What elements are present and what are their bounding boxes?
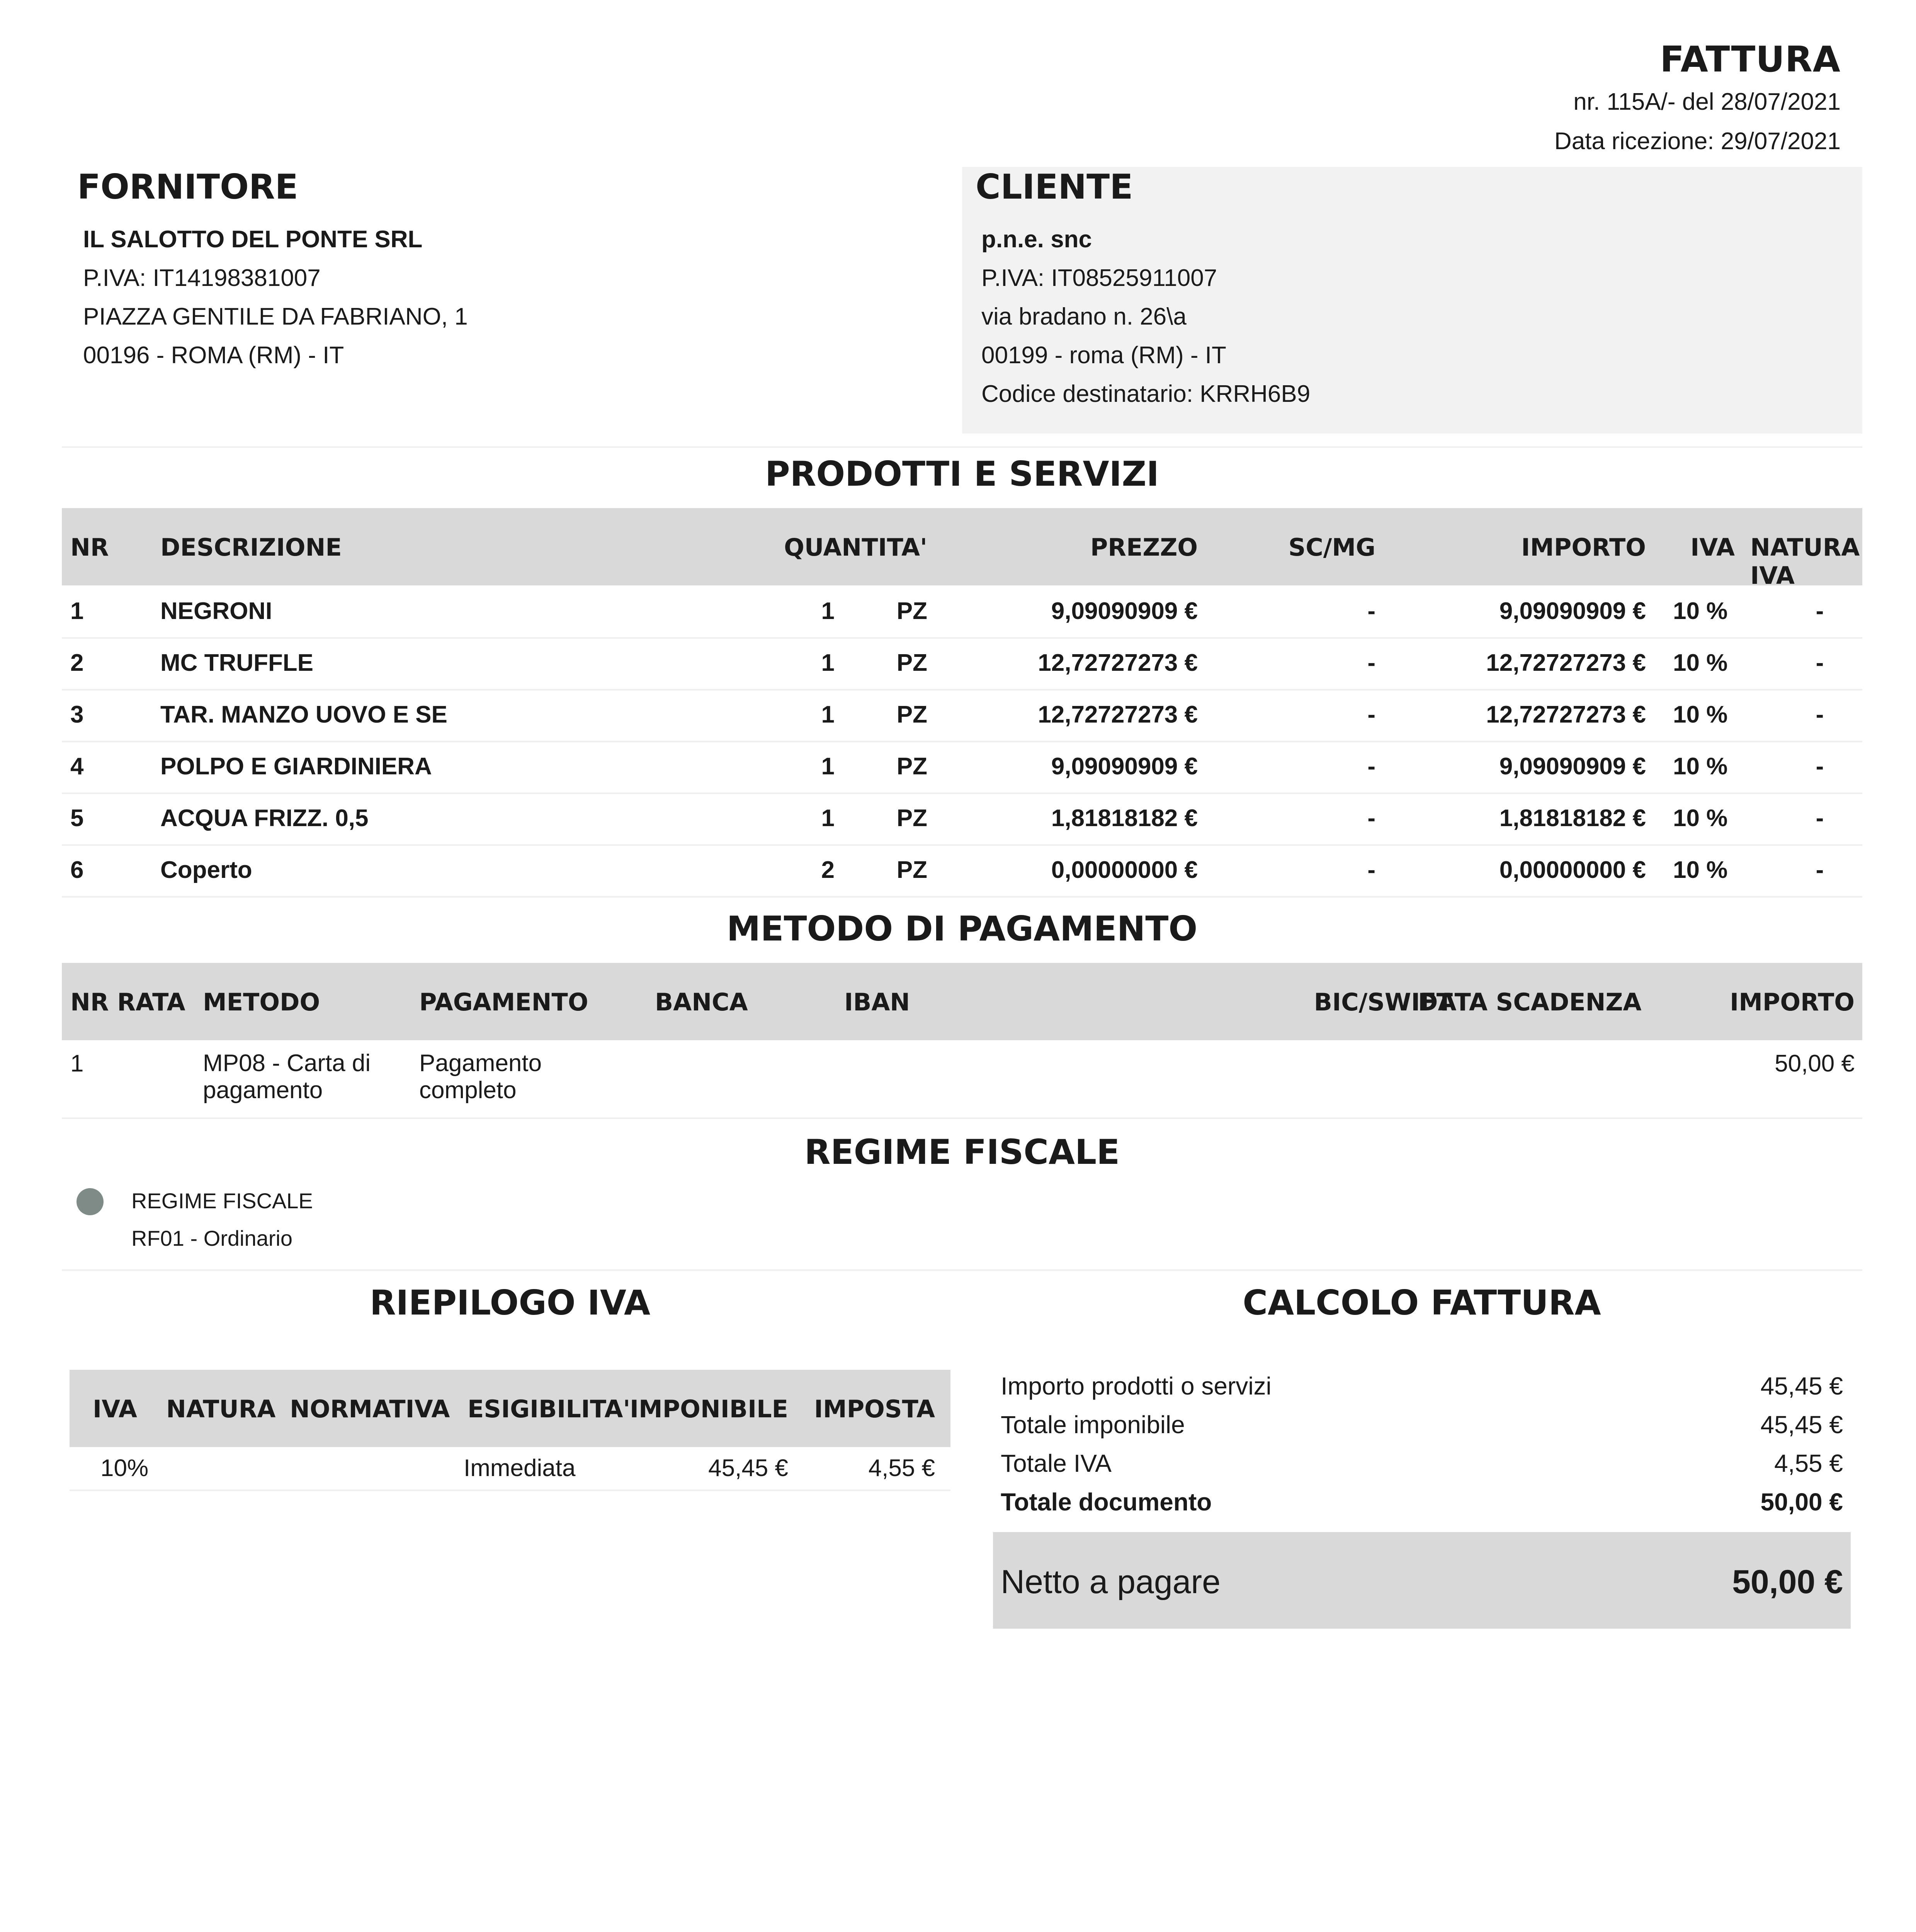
row-descrizione: MC TRUFFLE (160, 650, 314, 676)
rata-nr: 1 (70, 1050, 84, 1077)
row-unit: PZ (896, 598, 927, 624)
calc-label: Importo prodotti o servizi (1001, 1372, 1272, 1400)
row-iva: 10 % (1673, 857, 1728, 883)
table-row (62, 741, 1862, 794)
col-iva: IVA (1690, 533, 1735, 561)
calc-total-value: 50,00 € (1760, 1488, 1843, 1516)
row-prezzo: 9,09090909 € (1051, 753, 1198, 780)
riepilogo-row (70, 1447, 950, 1491)
col-nr-rata: NR RATA (70, 988, 185, 1016)
row-quantita: 1 (821, 598, 835, 624)
row-scmg: - (1367, 805, 1375, 832)
divider (62, 1269, 1862, 1271)
regime-title: REGIME FISCALE (804, 1132, 1120, 1172)
row-nr: 3 (70, 701, 84, 728)
row-quantita: 1 (821, 805, 835, 832)
col-pagamento: PAGAMENTO (419, 988, 588, 1016)
cliente-heading: CLIENTE (976, 167, 1133, 207)
col-descrizione: DESCRIZIONE (160, 533, 342, 561)
row-prezzo: 0,00000000 € (1051, 857, 1198, 883)
table-row (62, 637, 1862, 690)
col-natura-iva: NATURA IVA (1750, 533, 1860, 590)
row-quantita: 1 (821, 650, 835, 676)
cliente-city: 00199 - roma (RM) - IT (981, 342, 1226, 369)
cliente-name: p.n.e. snc (981, 226, 1092, 253)
cliente-block (976, 167, 1845, 413)
col-prezzo: PREZZO (1090, 533, 1198, 561)
rata-metodo-line1: MP08 - Carta di (203, 1050, 371, 1077)
row-iva: 10 % (1673, 805, 1728, 832)
netto-box (993, 1532, 1851, 1629)
regime-value: RF01 - Ordinario (131, 1226, 293, 1250)
row-descrizione: Coperto (160, 857, 252, 883)
calc-value: 45,45 € (1760, 1372, 1843, 1400)
row-natura: - (1816, 753, 1824, 780)
rata-importo: 50,00 € (1775, 1050, 1855, 1077)
row-natura: - (1816, 701, 1824, 728)
row-nr: 2 (70, 650, 84, 676)
calc-label: Totale IVA (1001, 1449, 1112, 1477)
col-riep-esigibilita: ESIGIBILITA' (468, 1395, 631, 1423)
riep-imposta: 4,55 € (868, 1455, 935, 1481)
col-riep-iva: IVA (93, 1395, 137, 1423)
rata-metodo-line2: pagamento (203, 1077, 323, 1104)
calc-total-label: Totale documento (1001, 1488, 1212, 1516)
row-prezzo: 1,81818182 € (1051, 805, 1198, 832)
pagamento-header-row (62, 963, 1862, 1040)
row-prezzo: 12,72727273 € (1038, 701, 1198, 728)
row-nr: 6 (70, 857, 84, 883)
col-riep-imponibile: IMPONIBILE (629, 1395, 788, 1423)
col-riep-natura: NATURA (166, 1395, 276, 1423)
row-importo: 0,00000000 € (1499, 857, 1646, 883)
fornitore-heading: FORNITORE (77, 167, 298, 207)
table-row (62, 793, 1862, 846)
riep-esigibilita: Immediata (464, 1455, 576, 1481)
fornitore-name: IL SALOTTO DEL PONTE SRL (83, 226, 423, 253)
cliente-address: via bradano n. 26\a (981, 303, 1187, 330)
cliente-piva: P.IVA: IT08525911007 (981, 265, 1217, 291)
netto-label: Netto a pagare (1001, 1563, 1221, 1600)
row-prezzo: 9,09090909 € (1051, 598, 1198, 624)
riep-iva: 10% (100, 1455, 149, 1481)
fornitore-block (77, 167, 927, 375)
calc-value: 4,55 € (1774, 1449, 1843, 1477)
calcolo-title: CALCOLO FATTURA (1243, 1283, 1601, 1323)
col-importo: IMPORTO (1521, 533, 1646, 561)
row-nr: 1 (70, 598, 84, 624)
row-descrizione: TAR. MANZO UOVO E SE (160, 701, 447, 728)
row-importo: 12,72727273 € (1486, 701, 1646, 728)
calc-label: Totale imponibile (1001, 1411, 1185, 1439)
document-title: FATTURA (1660, 39, 1841, 80)
row-descrizione: ACQUA FRIZZ. 0,5 (160, 805, 369, 832)
row-natura: - (1816, 805, 1824, 832)
row-importo: 9,09090909 € (1499, 598, 1646, 624)
row-scmg: - (1367, 753, 1375, 780)
row-scmg: - (1367, 650, 1375, 676)
fornitore-address: PIAZZA GENTILE DA FABRIANO, 1 (83, 303, 468, 330)
row-natura: - (1816, 598, 1824, 624)
row-descrizione: NEGRONI (160, 598, 272, 624)
riep-imponibile: 45,45 € (708, 1455, 788, 1481)
calc-value: 45,45 € (1760, 1411, 1843, 1439)
row-scmg: - (1367, 598, 1375, 624)
row-nr: 4 (70, 753, 84, 780)
col-importo-rata: IMPORTO (1730, 988, 1855, 1016)
bullet-icon (77, 1188, 104, 1215)
row-iva: 10 % (1673, 701, 1728, 728)
pagamento-row (62, 1040, 1862, 1119)
col-riep-imposta: IMPOSTA (814, 1395, 935, 1423)
col-scmg: SC/MG (1288, 533, 1375, 561)
col-iban: IBAN (844, 988, 910, 1016)
col-nr: NR (70, 533, 109, 561)
fornitore-piva: P.IVA: IT14198381007 (83, 265, 321, 291)
prodotti-title: PRODOTTI E SERVIZI (765, 454, 1159, 494)
row-unit: PZ (896, 857, 927, 883)
col-riep-normativa: NORMATIVA (290, 1395, 450, 1423)
row-quantita: 2 (821, 857, 835, 883)
row-importo: 1,81818182 € (1499, 805, 1646, 832)
row-quantita: 1 (821, 753, 835, 780)
invoice-number: nr. 115A/- del 28/07/2021 (1573, 88, 1841, 115)
riepilogo-header-row (70, 1370, 950, 1447)
table-row (62, 689, 1862, 742)
cliente-codice-destinatario: Codice destinatario: KRRH6B9 (981, 381, 1311, 407)
col-metodo: METODO (203, 988, 320, 1016)
row-descrizione: POLPO E GIARDINIERA (160, 753, 432, 780)
row-scmg: - (1367, 857, 1375, 883)
divider (62, 446, 1862, 448)
row-scmg: - (1367, 701, 1375, 728)
col-data-scadenza: DATA SCADENZA (1418, 988, 1642, 1016)
pagamento-title: METODO DI PAGAMENTO (726, 909, 1198, 949)
riepilogo-title: RIEPILOGO IVA (369, 1283, 651, 1323)
fornitore-city: 00196 - ROMA (RM) - IT (83, 342, 344, 369)
row-unit: PZ (896, 753, 927, 780)
row-quantita: 1 (821, 701, 835, 728)
netto-value: 50,00 € (1732, 1563, 1843, 1600)
row-iva: 10 % (1673, 598, 1728, 624)
regime-label: REGIME FISCALE (131, 1189, 313, 1213)
rata-metodo (203, 1050, 371, 1104)
row-prezzo: 12,72727273 € (1038, 650, 1198, 676)
prodotti-header-row (62, 508, 1862, 590)
row-unit: PZ (896, 805, 927, 832)
row-natura: - (1816, 857, 1824, 883)
reception-date: Data ricezione: 29/07/2021 (1554, 128, 1841, 155)
row-unit: PZ (896, 701, 927, 728)
col-banca: BANCA (655, 988, 748, 1016)
row-importo: 12,72727273 € (1486, 650, 1646, 676)
row-natura: - (1816, 650, 1824, 676)
col-bic-swift: BIC/SWIFT (1314, 988, 1453, 1016)
row-iva: 10 % (1673, 753, 1728, 780)
table-row (62, 585, 1862, 639)
row-iva: 10 % (1673, 650, 1728, 676)
row-unit: PZ (896, 650, 927, 676)
rata-pagamento (419, 1050, 542, 1104)
row-importo: 9,09090909 € (1499, 753, 1646, 780)
rata-pagamento-line2: completo (419, 1077, 517, 1104)
rata-pagamento-line1: Pagamento (419, 1050, 542, 1077)
col-quantita: QUANTITA' (784, 533, 927, 561)
table-row (62, 844, 1862, 898)
row-nr: 5 (70, 805, 84, 832)
